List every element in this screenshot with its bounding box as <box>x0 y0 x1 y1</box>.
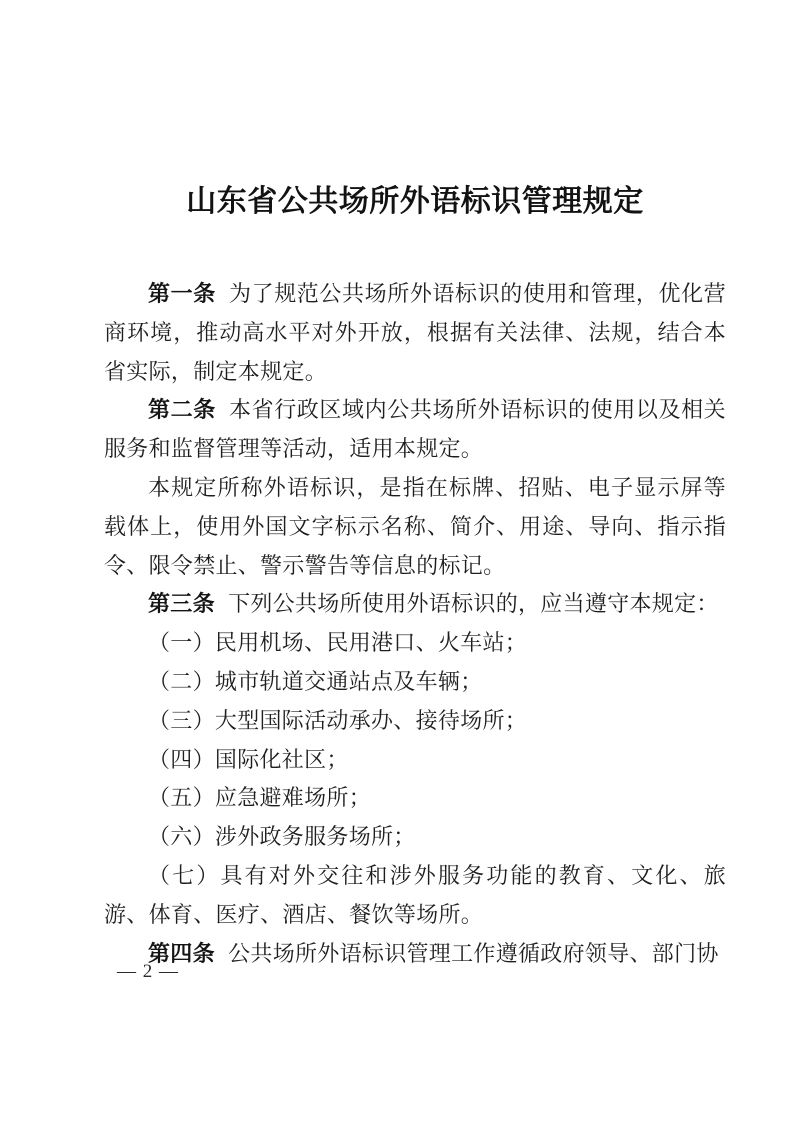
paragraph-text: （七）具有对外交往和涉外服务功能的教育、文化、旅游、体育、医疗、酒店、餐饮等场所。 <box>104 862 726 927</box>
paragraph-text: （三）大型国际活动承办、接待场所； <box>148 707 528 733</box>
paragraph <box>104 469 726 585</box>
paragraph <box>104 857 726 935</box>
paragraph <box>104 585 726 624</box>
document-title: 山东省公共场所外语标识管理规定 <box>186 185 644 218</box>
paragraph <box>104 935 726 974</box>
article-label: 第四条 <box>148 940 215 966</box>
document-body <box>104 275 726 973</box>
paragraph <box>104 391 726 469</box>
paragraph-text: 公共场所外语标识管理工作遵循政府领导、部门协 <box>228 940 719 966</box>
paragraph <box>104 663 726 702</box>
paragraph-text: 下列公共场所使用外语标识的，应当遵守本规定： <box>228 591 719 617</box>
paragraph-text: （六）涉外政务服务场所； <box>148 824 416 850</box>
article-label: 第一条 <box>148 281 216 306</box>
paragraph-text: （二）城市轨道交通站点及车辆； <box>148 668 483 694</box>
document-content <box>104 183 726 973</box>
paragraph <box>104 624 726 663</box>
paragraph-text: （四）国际化社区； <box>148 746 349 772</box>
page-number: — 2 — <box>117 961 179 982</box>
paragraph-text: （五）应急避难场所； <box>148 785 372 811</box>
paragraph-text: （一）民用机场、民用港口、火车站； <box>148 630 528 656</box>
paragraph <box>104 702 726 741</box>
paragraph <box>104 741 726 780</box>
article-label: 第三条 <box>148 591 215 617</box>
paragraph <box>104 275 726 391</box>
paragraph <box>104 818 726 857</box>
paragraph-text: 本省行政区域内公共场所外语标识的使用以及相关服务和监督管理等活动，适用本规定。 <box>104 397 726 462</box>
paragraph-text: 本规定所称外语标识，是指在标牌、招贴、电子显示屏等载体上，使用外国文字标示名称、简介、用途、导向、指示指令、限令禁止、警示警告等信息的标记。 <box>104 474 726 578</box>
article-label: 第二条 <box>148 397 216 423</box>
paragraph-text: 为了规范公共场所外语标识的使用和管理，优化营商环境，推动高水平对外开放，根据有关法律、法规，结合本省实际，制定本规定。 <box>104 281 726 384</box>
paragraph <box>104 779 726 818</box>
